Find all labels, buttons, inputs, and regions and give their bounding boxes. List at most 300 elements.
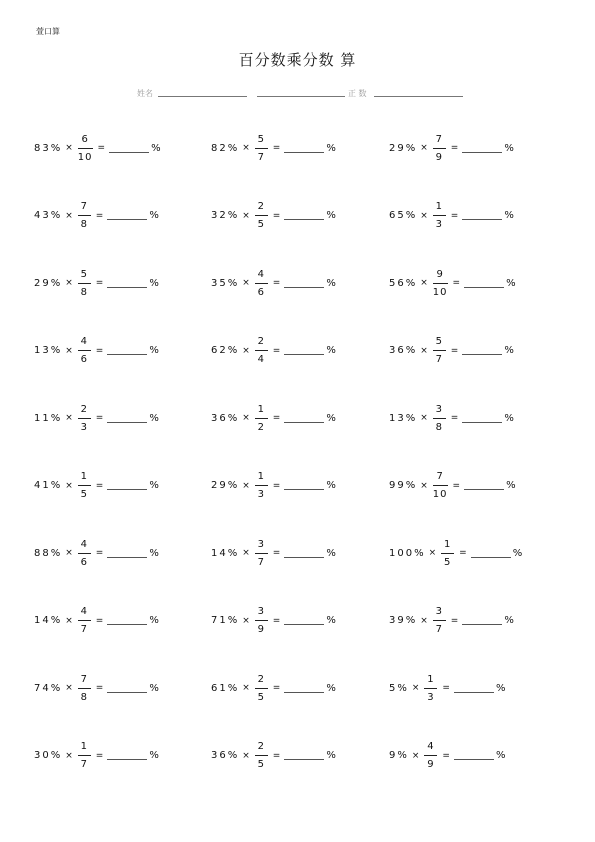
times-sign: × — [65, 750, 73, 761]
problem-item — [34, 601, 159, 641]
denominator: 3 — [80, 421, 88, 433]
percent-unit: % — [149, 615, 159, 626]
fraction — [78, 470, 91, 501]
equals-sign: = — [450, 345, 459, 356]
numerator: 1 — [443, 538, 452, 550]
percent-value: 13% — [389, 412, 418, 424]
answer-blank[interactable] — [284, 481, 324, 490]
answer-blank[interactable] — [284, 414, 324, 423]
times-sign: × — [420, 143, 428, 153]
times-sign: × — [420, 413, 428, 423]
percent-value: 30% — [34, 750, 63, 761]
answer-blank[interactable] — [284, 751, 324, 760]
equals-sign: = — [95, 345, 104, 356]
times-sign: × — [242, 345, 250, 356]
fraction-bar — [441, 553, 454, 554]
times-sign: × — [65, 413, 73, 423]
fraction — [255, 538, 268, 569]
answer-blank[interactable] — [284, 684, 324, 693]
equals-sign: = — [442, 683, 450, 693]
equals-sign: = — [272, 210, 281, 221]
percent-value: 29% — [211, 480, 240, 491]
denominator: 7 — [435, 624, 443, 635]
fraction — [433, 133, 446, 164]
fraction-bar — [433, 620, 446, 621]
fraction — [78, 335, 91, 366]
answer-blank[interactable] — [107, 346, 147, 355]
percent-value: 11% — [34, 412, 63, 424]
answer-blank[interactable] — [284, 616, 324, 625]
numerator: 7 — [80, 673, 88, 685]
fraction — [255, 605, 268, 636]
percent-value: 82% — [211, 142, 240, 154]
denominator: 5 — [443, 556, 452, 568]
percent-unit: % — [506, 480, 516, 491]
answer-blank[interactable] — [454, 684, 494, 693]
percent-value: 32% — [211, 210, 240, 221]
fraction-bar — [255, 283, 268, 284]
times-sign: × — [242, 548, 250, 558]
percent-unit: % — [326, 615, 336, 626]
problem-item — [211, 533, 336, 573]
percent-value: 43% — [34, 210, 63, 221]
fraction-bar — [255, 418, 268, 419]
equals-sign: = — [272, 345, 281, 356]
fraction-bar — [78, 283, 91, 284]
percent-value: 36% — [211, 412, 240, 424]
numerator: 2 — [257, 201, 265, 212]
problem-item — [34, 398, 159, 438]
answer-blank[interactable] — [454, 751, 494, 760]
answer-blank[interactable] — [284, 144, 324, 153]
answer-blank[interactable] — [107, 684, 147, 693]
times-sign: × — [242, 278, 250, 288]
times-sign: × — [420, 210, 428, 221]
answer-blank[interactable] — [284, 346, 324, 355]
percent-value: 65% — [389, 210, 418, 221]
numerator: 7 — [80, 201, 88, 212]
percent-unit: % — [149, 345, 159, 356]
answer-blank[interactable] — [464, 279, 504, 288]
percent-value: 5% — [389, 682, 409, 694]
percent-unit: % — [326, 480, 336, 491]
percent-value: 99% — [389, 480, 418, 491]
times-sign: × — [65, 143, 73, 153]
problem-item — [389, 128, 514, 168]
fraction-bar — [424, 688, 437, 689]
times-sign: × — [420, 345, 428, 356]
answer-blank[interactable] — [107, 549, 147, 558]
numerator: 1 — [257, 471, 265, 482]
numerator: 5 — [435, 336, 443, 347]
problem-item — [211, 331, 336, 371]
fraction — [78, 740, 91, 771]
times-sign: × — [65, 278, 73, 288]
percent-unit: % — [504, 210, 514, 221]
times-sign: × — [242, 143, 250, 153]
answer-blank[interactable] — [471, 549, 511, 558]
fraction-bar — [433, 485, 448, 486]
fraction-bar — [78, 215, 91, 216]
equals-sign: = — [272, 143, 281, 153]
denominator: 10 — [432, 489, 448, 500]
problem-item — [211, 601, 336, 641]
equals-sign: = — [442, 750, 450, 761]
problem-item — [389, 196, 514, 236]
problem-item — [211, 128, 336, 168]
problem-item — [34, 196, 159, 236]
denominator: 6 — [257, 286, 265, 298]
fraction-bar — [255, 350, 268, 351]
times-sign: × — [242, 683, 250, 693]
percent-unit: % — [512, 547, 523, 559]
times-sign: × — [428, 548, 437, 558]
answer-blank[interactable] — [462, 211, 502, 220]
fraction — [433, 605, 446, 636]
problem-item — [211, 668, 336, 708]
name-line-1[interactable] — [158, 96, 247, 97]
times-sign: × — [242, 615, 250, 626]
problem-item — [34, 128, 161, 168]
problem-item — [34, 331, 159, 371]
percent-unit: % — [326, 412, 336, 424]
percent-value: 71% — [211, 615, 240, 626]
answer-blank[interactable] — [464, 481, 504, 490]
numerator: 2 — [257, 336, 265, 347]
denominator: 8 — [435, 421, 443, 433]
fraction — [78, 133, 93, 164]
equals-sign: = — [272, 413, 281, 423]
percent-value: 36% — [389, 345, 418, 356]
denominator: 10 — [77, 151, 93, 163]
times-sign: × — [242, 750, 250, 761]
denominator: 5 — [257, 219, 265, 230]
correct-count-label: 正 数 — [348, 89, 367, 98]
denominator: 7 — [257, 556, 265, 568]
problem-item — [389, 398, 514, 438]
equals-sign: = — [450, 615, 459, 626]
denominator: 2 — [257, 421, 265, 433]
problem-item — [211, 466, 336, 506]
percent-value: 14% — [211, 547, 240, 559]
equals-sign: = — [95, 750, 104, 761]
answer-blank[interactable] — [462, 144, 502, 153]
fraction-bar — [255, 215, 268, 216]
numerator: 3 — [257, 538, 265, 550]
denominator: 9 — [427, 759, 435, 770]
fraction — [255, 740, 268, 771]
numerator: 5 — [80, 268, 88, 280]
numerator: 7 — [436, 471, 444, 482]
percent-value: 61% — [211, 682, 240, 694]
numerator: 9 — [436, 268, 444, 280]
percent-value: 29% — [389, 142, 418, 154]
brand-label: 萱口算 — [36, 27, 60, 36]
problem-item — [34, 668, 159, 708]
percent-unit: % — [504, 345, 514, 356]
fraction — [424, 673, 437, 704]
fraction-bar — [78, 620, 91, 621]
fraction — [78, 200, 91, 231]
percent-unit: % — [504, 412, 514, 424]
percent-value: 62% — [211, 345, 240, 356]
fraction — [78, 673, 91, 704]
answer-blank[interactable] — [284, 279, 324, 288]
problem-item — [211, 736, 336, 776]
fraction-bar — [78, 755, 91, 756]
denominator: 8 — [80, 691, 88, 703]
denominator: 9 — [257, 624, 265, 635]
numerator: 6 — [81, 133, 89, 145]
denominator: 8 — [80, 286, 88, 298]
equals-sign: = — [272, 750, 281, 761]
equals-sign: = — [95, 615, 104, 626]
fraction-bar — [255, 755, 268, 756]
equals-sign: = — [95, 210, 104, 221]
fraction — [255, 335, 268, 366]
numerator: 1 — [80, 471, 88, 482]
fraction — [78, 605, 91, 636]
fraction — [255, 470, 268, 501]
correct-count-line[interactable] — [374, 96, 463, 97]
numerator: 3 — [257, 606, 265, 617]
answer-blank[interactable] — [284, 549, 324, 558]
answer-blank[interactable] — [107, 279, 147, 288]
times-sign: × — [242, 480, 250, 491]
fraction-bar — [78, 485, 91, 486]
equals-sign: = — [452, 480, 461, 491]
times-sign: × — [420, 480, 428, 491]
problem-item — [389, 331, 514, 371]
numerator: 5 — [257, 133, 265, 145]
equals-sign: = — [459, 548, 467, 558]
percent-unit: % — [495, 750, 506, 761]
fraction-bar — [433, 418, 446, 419]
answer-blank[interactable] — [107, 481, 147, 490]
times-sign: × — [65, 548, 73, 558]
percent-value: 41% — [34, 480, 63, 491]
equals-sign: = — [450, 210, 459, 221]
denominator: 7 — [80, 759, 88, 770]
answer-blank[interactable] — [107, 751, 147, 760]
numerator: 3 — [435, 403, 443, 415]
numerator: 2 — [80, 403, 88, 415]
equals-sign: = — [95, 278, 104, 288]
fraction — [255, 403, 268, 434]
fraction — [255, 133, 268, 164]
times-sign: × — [411, 750, 420, 761]
percent-unit: % — [326, 210, 336, 221]
fraction-bar — [78, 350, 91, 351]
problem-item — [389, 263, 516, 303]
fraction — [441, 538, 454, 569]
answer-blank[interactable] — [284, 211, 324, 220]
equals-sign: = — [97, 143, 106, 153]
percent-value: 9% — [389, 750, 409, 761]
equals-sign: = — [95, 548, 104, 558]
denominator: 5 — [257, 759, 265, 770]
times-sign: × — [420, 615, 428, 626]
answer-blank[interactable] — [107, 414, 147, 423]
fraction-bar — [424, 755, 437, 756]
fraction-bar — [433, 283, 448, 284]
times-sign: × — [65, 615, 73, 626]
equals-sign: = — [95, 480, 104, 491]
numerator: 1 — [427, 673, 435, 685]
times-sign: × — [242, 210, 250, 221]
percent-value: 13% — [34, 345, 63, 356]
numerator: 2 — [257, 741, 265, 752]
denominator: 3 — [427, 691, 435, 703]
denominator: 7 — [435, 354, 443, 365]
percent-value: 14% — [34, 615, 63, 626]
percent-unit: % — [149, 750, 159, 761]
times-sign: × — [65, 345, 73, 356]
numerator: 3 — [435, 606, 443, 617]
fraction — [433, 335, 446, 366]
denominator: 7 — [80, 624, 88, 635]
problem-item — [389, 668, 505, 708]
denominator: 6 — [80, 556, 88, 568]
numerator: 1 — [435, 201, 443, 212]
denominator: 4 — [257, 354, 265, 365]
numerator: 2 — [257, 673, 265, 685]
percent-value: 35% — [211, 277, 240, 289]
fraction-bar — [255, 553, 268, 554]
page-title: 百分数乘分数 算 — [238, 51, 357, 69]
equals-sign: = — [272, 683, 281, 693]
percent-value: 56% — [389, 277, 418, 289]
answer-blank[interactable] — [462, 346, 502, 355]
fraction — [433, 268, 448, 299]
times-sign: × — [420, 278, 428, 288]
percent-value: 83% — [34, 142, 63, 154]
percent-value: 100% — [389, 547, 426, 559]
percent-value: 39% — [389, 615, 418, 626]
fraction-bar — [78, 688, 91, 689]
percent-unit: % — [326, 345, 336, 356]
numerator: 4 — [80, 336, 88, 347]
equals-sign: = — [95, 683, 104, 693]
fraction — [433, 470, 448, 501]
percent-value: 29% — [34, 277, 63, 289]
problem-item — [389, 601, 514, 641]
fraction-bar — [78, 148, 93, 149]
percent-unit: % — [326, 277, 336, 289]
times-sign: × — [242, 413, 250, 423]
percent-unit: % — [149, 682, 159, 694]
numerator: 1 — [257, 403, 265, 415]
name-label: 姓名 — [137, 89, 153, 98]
answer-blank[interactable] — [462, 616, 502, 625]
times-sign: × — [411, 683, 420, 693]
percent-unit: % — [506, 277, 516, 289]
denominator: 6 — [80, 354, 88, 365]
problem-item — [34, 466, 159, 506]
percent-unit: % — [495, 682, 506, 694]
percent-unit: % — [326, 750, 336, 761]
answer-blank[interactable] — [107, 616, 147, 625]
equals-sign: = — [272, 278, 281, 288]
percent-unit: % — [149, 547, 159, 559]
fraction — [78, 268, 91, 299]
denominator: 10 — [432, 286, 448, 298]
problem-item — [211, 398, 336, 438]
name-line-2[interactable] — [257, 96, 345, 97]
fraction-bar — [255, 485, 268, 486]
fraction — [78, 403, 91, 434]
denominator: 5 — [80, 489, 88, 500]
problem-item — [389, 736, 505, 776]
times-sign: × — [65, 210, 73, 221]
times-sign: × — [65, 683, 73, 693]
denominator: 7 — [257, 151, 265, 163]
fraction — [424, 740, 437, 771]
denominator: 8 — [80, 219, 88, 230]
problem-item — [34, 263, 159, 303]
fraction-bar — [433, 215, 446, 216]
numerator: 4 — [257, 268, 265, 280]
percent-unit: % — [326, 142, 336, 154]
equals-sign: = — [272, 615, 281, 626]
equals-sign: = — [95, 413, 104, 423]
percent-unit: % — [149, 412, 159, 424]
problem-item — [211, 196, 336, 236]
denominator: 9 — [435, 151, 443, 163]
fraction-bar — [255, 148, 268, 149]
percent-unit: % — [149, 277, 159, 289]
answer-blank[interactable] — [109, 144, 149, 153]
denominator: 3 — [435, 219, 443, 230]
equals-sign: = — [272, 480, 281, 491]
fraction — [255, 673, 268, 704]
fraction — [255, 268, 268, 299]
fraction-bar — [78, 553, 91, 554]
fraction — [78, 538, 91, 569]
problem-item — [34, 736, 159, 776]
times-sign: × — [65, 480, 73, 491]
fraction-bar — [433, 148, 446, 149]
percent-unit: % — [149, 480, 159, 491]
percent-value: 88% — [34, 547, 63, 559]
equals-sign: = — [450, 143, 459, 153]
denominator: 3 — [257, 489, 265, 500]
percent-unit: % — [326, 682, 336, 694]
numerator: 4 — [427, 741, 435, 752]
numerator: 7 — [435, 133, 443, 145]
fraction-bar — [255, 620, 268, 621]
denominator: 5 — [257, 691, 265, 703]
answer-blank[interactable] — [107, 211, 147, 220]
fraction — [433, 403, 446, 434]
percent-unit: % — [504, 142, 514, 154]
numerator: 4 — [80, 538, 88, 550]
percent-value: 74% — [34, 682, 63, 694]
percent-unit: % — [504, 615, 514, 626]
equals-sign: = — [272, 548, 281, 558]
fraction-bar — [78, 418, 91, 419]
problem-item — [211, 263, 336, 303]
fraction-bar — [255, 688, 268, 689]
fraction — [433, 200, 446, 231]
fraction — [255, 200, 268, 231]
fraction-bar — [433, 350, 446, 351]
percent-unit: % — [149, 210, 159, 221]
answer-blank[interactable] — [462, 414, 502, 423]
equals-sign: = — [450, 413, 459, 423]
equals-sign: = — [452, 278, 461, 288]
percent-value: 36% — [211, 750, 240, 761]
